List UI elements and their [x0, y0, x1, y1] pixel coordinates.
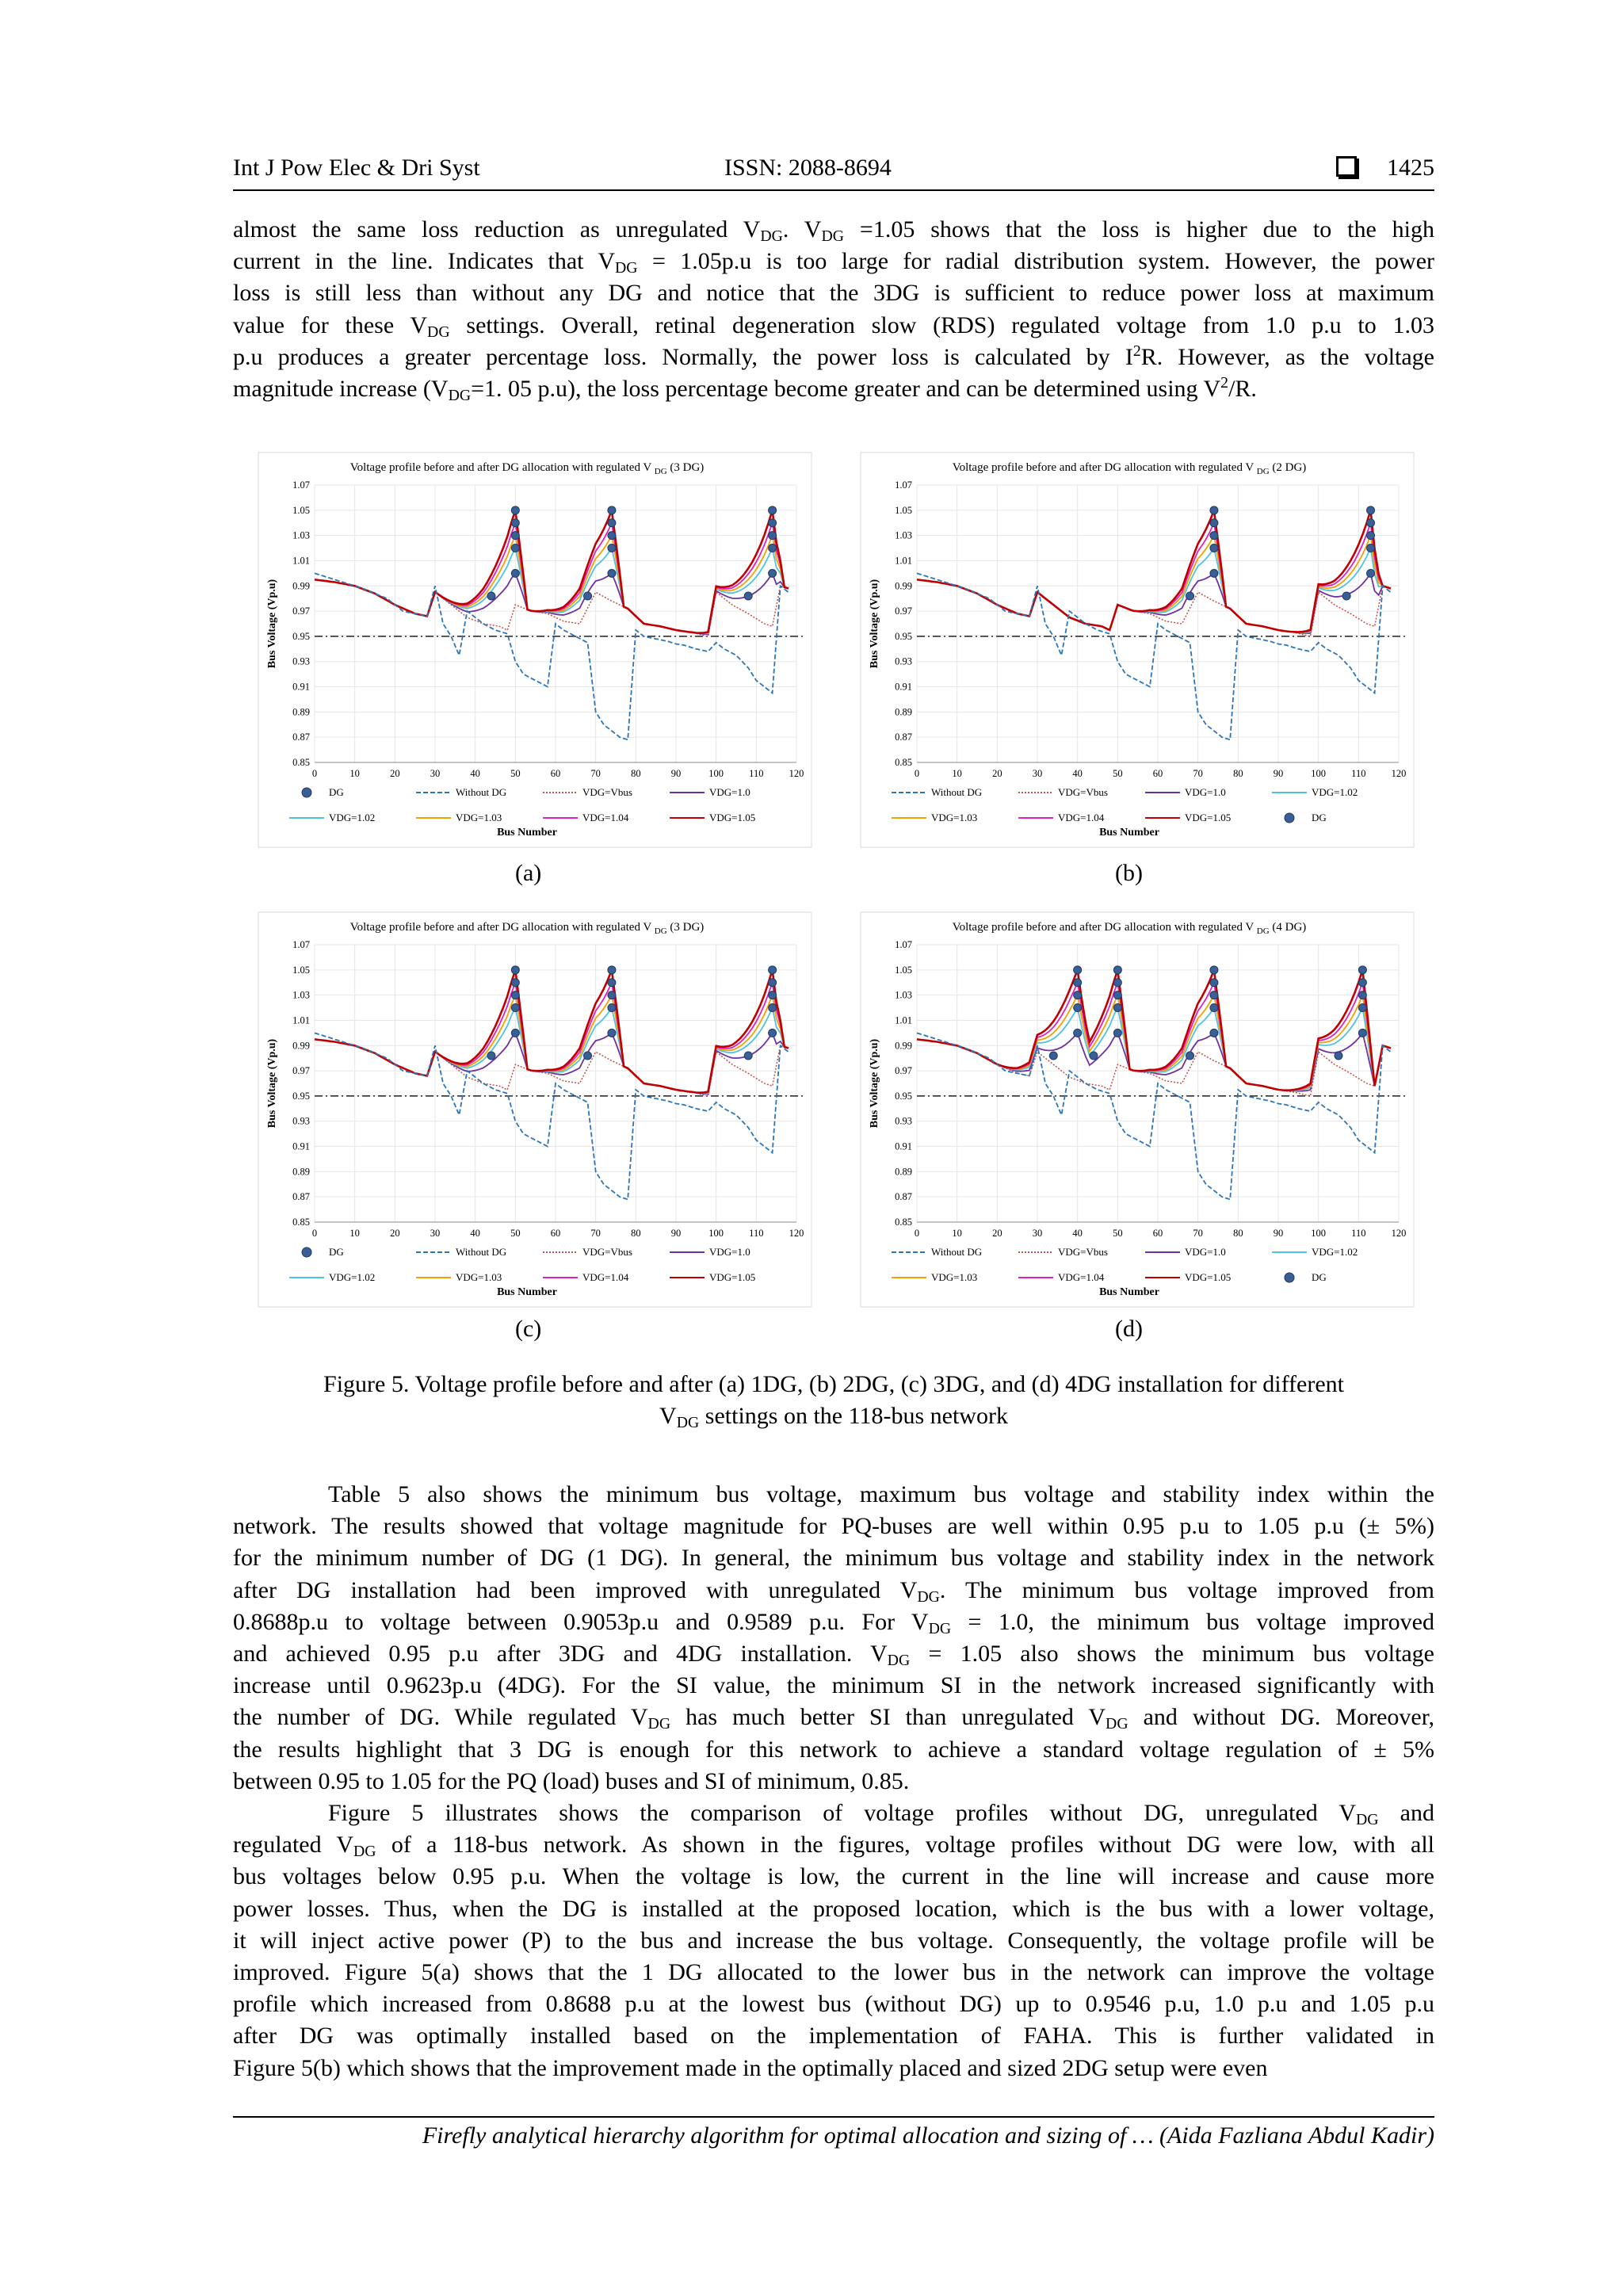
y-tick-label: 0.95: [895, 1090, 912, 1102]
legend-label: VDG=1.05: [1185, 1271, 1232, 1283]
x-tick-label: 0: [311, 768, 318, 779]
dg-marker: [1210, 1029, 1218, 1037]
y-tick-label: 1.07: [895, 939, 912, 950]
dg-marker: [1074, 1029, 1082, 1037]
x-tick-label: 60: [550, 1228, 561, 1239]
dg-marker: [608, 966, 616, 974]
dg-marker: [1113, 1029, 1121, 1037]
x-tick-label: 100: [708, 768, 724, 779]
y-tick-label: 1.05: [292, 504, 310, 516]
x-tick-label: 110: [1351, 768, 1366, 779]
page-number: 1425: [1387, 155, 1434, 181]
dg-marker: [608, 979, 616, 987]
paragraph-line: it will inject active power (P) to the bus and increase the bus voltage. Consequently, the voltage profile will be: [233, 1927, 1434, 1954]
dg-marker: [1210, 966, 1218, 974]
y-tick-label: 0.91: [292, 681, 310, 693]
y-tick-label: 0.89: [292, 706, 310, 718]
y-tick-label: 0.93: [895, 655, 912, 667]
x-tick-label: 80: [631, 768, 641, 779]
dg-marker: [511, 532, 519, 540]
chart-title: Voltage profile before and after DG allocation with regulated V $_{DG}$ (4 DG): [952, 921, 1307, 936]
y-axis-label: Bus Voltage (Vp.u): [266, 579, 278, 669]
dg-marker: [1367, 519, 1375, 527]
y-tick-label: 0.91: [292, 1140, 310, 1152]
paragraph-line: almost the same loss reduction as unregulated $V_{DG}$. $V_{DG} =1.05$ shows that the loss is higher due to the high: [233, 216, 1435, 245]
paragraph-1: [233, 214, 1434, 405]
x-tick-label: 90: [1273, 1228, 1284, 1239]
legend-label: VDG=1.02: [329, 812, 376, 823]
x-tick-label: 80: [1233, 1228, 1243, 1239]
legend-label: VDG=1.04: [582, 1271, 629, 1283]
dg-marker: [1358, 979, 1366, 987]
x-axis-label: Bus Number: [497, 827, 557, 839]
x-tick-label: 90: [670, 768, 682, 779]
x-tick-label: 20: [390, 768, 400, 779]
x-tick-label: 30: [430, 1228, 441, 1239]
x-tick-label: 40: [1072, 1228, 1083, 1239]
dg-marker: [769, 1029, 777, 1037]
y-tick-label: 0.99: [895, 580, 912, 592]
dg-marker: [744, 592, 752, 600]
paragraph-line: improved. Figure 5(a) shows that the 1 DG allocated to the lower bus in the network can improve the voltage: [233, 1959, 1434, 1986]
chart-a: [258, 452, 812, 848]
paragraph-line: value for these $V_{DG}$ settings. Overall, retinal degeneration slow (RDS) regulated voltage from 1.0 p.u to 1.03: [233, 311, 1434, 341]
legend-label: DG: [329, 1246, 344, 1258]
x-tick-label: 0: [914, 1228, 920, 1239]
dg-marker: [744, 1052, 752, 1060]
dg-marker: [1074, 1004, 1082, 1012]
legend-label: Without DG: [931, 786, 983, 798]
y-tick-label: 1.07: [292, 479, 310, 491]
x-tick-label: 120: [789, 1228, 804, 1239]
x-tick-label: 80: [631, 1228, 641, 1239]
y-tick-label: 1.05: [895, 504, 912, 516]
x-tick-label: 40: [1072, 768, 1083, 779]
y-tick-label: 0.99: [292, 1040, 310, 1052]
y-tick-label: 1.03: [895, 529, 912, 541]
dg-marker: [1210, 506, 1218, 514]
x-tick-label: 120: [1391, 768, 1407, 779]
dg-marker: [1074, 966, 1082, 974]
y-axis-label: Bus Voltage (Vp.u): [869, 579, 880, 669]
y-axis-label: Bus Voltage (Vp.u): [869, 1038, 880, 1129]
chart-b: [860, 452, 1415, 848]
y-tick-label: 1.01: [895, 1014, 912, 1026]
page-footer: [233, 2116, 1434, 2149]
figure-5d: [860, 911, 1415, 1308]
dg-marker: [1113, 979, 1121, 987]
x-tick-label: 20: [992, 768, 1002, 779]
legend-label: VDG=Vbus: [582, 786, 632, 798]
y-tick-label: 0.87: [895, 732, 912, 743]
y-tick-label: 1.07: [895, 479, 912, 491]
x-axis-label: Bus Number: [1099, 1286, 1159, 1298]
y-tick-label: 1.07: [292, 939, 310, 950]
dg-marker: [608, 1029, 616, 1037]
y-axis-label: Bus Voltage (Vp.u): [266, 1038, 278, 1129]
legend-label: VDG=1.03: [931, 812, 978, 823]
y-tick-label: 0.97: [292, 606, 310, 617]
dg-marker: [769, 532, 777, 540]
legend-label: VDG=1.04: [1058, 812, 1105, 823]
y-tick-label: 0.97: [895, 1065, 912, 1077]
paragraph-line: bus voltages below 0.95 p.u. When the voltage is low, the current in the line will increase and cause more: [233, 1863, 1434, 1890]
dg-marker: [1342, 592, 1350, 600]
x-tick-label: 80: [1233, 768, 1243, 779]
y-tick-label: 1.01: [292, 555, 310, 567]
dg-marker: [769, 519, 777, 527]
paragraph-line: Table 5 also shows the minimum bus voltage, maximum bus voltage and stability index within the: [328, 1481, 1434, 1507]
footer-text: Firefly analytical hierarchy algorithm for optimal allocation and sizing of … (Aida Fazliana Abdul Kadir): [422, 2122, 1434, 2149]
y-tick-label: 0.95: [292, 1090, 310, 1102]
figure-label-c: (c): [515, 1316, 542, 1342]
dg-legend-marker: [1285, 813, 1294, 823]
legend-label: VDG=1.02: [329, 1271, 376, 1283]
figure-caption: [233, 1369, 1434, 1432]
issn: ISSN: 2088-8694: [724, 155, 892, 181]
caption-line: Figure 5. Voltage profile before and after (a) 1DG, (b) 2DG, (c) 3DG, and (d) 4DG installation for different: [323, 1371, 1344, 1397]
figure-5b: [860, 452, 1415, 848]
dg-marker: [487, 592, 495, 600]
dg-marker: [608, 569, 616, 577]
legend-label: DG: [1312, 1271, 1327, 1283]
dg-legend-marker: [302, 1247, 311, 1257]
dg-marker: [1210, 532, 1218, 540]
figure-5c: [258, 911, 812, 1308]
x-tick-label: 50: [1113, 1228, 1123, 1239]
x-tick-label: 40: [470, 768, 480, 779]
y-tick-label: 0.91: [895, 681, 912, 693]
x-tick-label: 0: [311, 1228, 318, 1239]
x-tick-label: 10: [349, 1228, 360, 1239]
x-tick-label: 40: [470, 1228, 480, 1239]
dg-marker: [1049, 1052, 1057, 1060]
dg-marker: [1367, 544, 1375, 552]
x-tick-label: 0: [914, 768, 920, 779]
y-tick-label: 0.99: [292, 580, 310, 592]
y-tick-label: 0.93: [895, 1115, 912, 1127]
dg-marker: [769, 1004, 777, 1012]
legend-label: VDG=Vbus: [1058, 1246, 1108, 1258]
x-tick-label: 60: [1152, 768, 1163, 779]
paragraph-line: for the minimum number of DG (1 DG). In general, the minimum bus voltage and stability index in the network: [233, 1545, 1434, 1572]
legend-label: Without DG: [456, 786, 507, 798]
dg-marker: [1074, 991, 1082, 999]
y-tick-label: 1.05: [895, 964, 912, 976]
paragraph-line: and achieved 0.95 p.u after 3DG and 4DG installation. $V_{DG} = 1.05$ also shows the minimum bus voltage: [233, 1641, 1434, 1669]
dg-marker: [584, 1052, 592, 1060]
y-tick-label: 0.87: [292, 1191, 310, 1203]
dg-marker: [511, 506, 519, 514]
paragraph-line: current in the line. Indicates that $V_{DG} = 1.05p.u$ is too large for radial distribution system. However, the power: [233, 248, 1434, 277]
paragraph-line: network. The results showed that voltage magnitude for PQ-buses are well within 0.95 p.u to 1.05 p.u (± 5%): [233, 1513, 1434, 1540]
x-tick-label: 70: [1193, 1228, 1203, 1239]
y-tick-label: 0.95: [292, 630, 310, 642]
legend-label: VDG=1.05: [709, 1271, 756, 1283]
dg-marker: [1335, 1052, 1342, 1060]
legend-label: VDG=Vbus: [1058, 786, 1108, 798]
y-tick-label: 0.93: [292, 1115, 310, 1127]
paragraph-2: [233, 1479, 1434, 1797]
dg-marker: [511, 979, 519, 987]
legend-label: Without DG: [456, 1246, 507, 1258]
x-tick-label: 100: [1311, 1228, 1327, 1239]
legend-label: VDG=1.0: [709, 1246, 750, 1258]
dg-marker: [608, 506, 616, 514]
y-tick-label: 0.89: [292, 1166, 310, 1178]
x-tick-label: 30: [430, 768, 441, 779]
page-header: [233, 155, 1434, 191]
paragraph-line: after DG was optimally installed based on the implementation of FAHA. This is further validated in: [233, 2023, 1434, 2050]
dg-marker: [511, 569, 519, 577]
y-tick-label: 0.91: [895, 1140, 912, 1152]
paragraph-line: power losses. Thus, when the DG is installed at the proposed location, which is the bus with a lower voltage,: [233, 1895, 1434, 1922]
legend-label: VDG=1.02: [1312, 786, 1358, 798]
legend-label: VDG=1.0: [709, 786, 750, 798]
dg-marker: [769, 569, 777, 577]
y-tick-label: 0.97: [292, 1065, 310, 1077]
y-tick-label: 1.01: [292, 1014, 310, 1026]
paragraph-3: [233, 1797, 1434, 2084]
legend-label: VDG=Vbus: [582, 1246, 632, 1258]
dg-marker: [511, 1029, 519, 1037]
footer-rule: [233, 2116, 1434, 2118]
x-tick-label: 20: [992, 1228, 1002, 1239]
chart-title: Voltage profile before and after DG allocation with regulated V $_{DG}$ (3 DG): [349, 461, 705, 476]
x-tick-label: 110: [1351, 1228, 1366, 1239]
dg-marker: [1358, 991, 1366, 999]
x-tick-label: 50: [510, 1228, 521, 1239]
dg-marker: [1358, 1029, 1366, 1037]
dg-marker: [1210, 519, 1218, 527]
checkbox-square-icon: [1336, 156, 1357, 177]
x-tick-label: 10: [952, 768, 962, 779]
dg-marker: [608, 1004, 616, 1012]
y-tick-label: 0.93: [292, 655, 310, 667]
x-tick-label: 60: [550, 768, 561, 779]
x-tick-label: 70: [590, 1228, 601, 1239]
y-tick-label: 0.89: [895, 1166, 912, 1178]
x-tick-label: 90: [1273, 768, 1284, 779]
header-rule: [233, 189, 1434, 191]
y-tick-label: 0.85: [895, 757, 912, 768]
legend-label: DG: [329, 786, 344, 798]
y-tick-label: 1.03: [292, 529, 310, 541]
dg-marker: [769, 966, 777, 974]
dg-marker: [1210, 569, 1218, 577]
dg-marker: [1210, 979, 1218, 987]
dg-marker: [1367, 506, 1375, 514]
chart-title: Voltage profile before and after DG allocation with regulated V $_{DG}$ (2 DG): [952, 461, 1307, 476]
dg-marker: [1210, 544, 1218, 552]
dg-marker: [511, 1004, 519, 1012]
dg-marker: [487, 1052, 495, 1060]
paragraph-line: between 0.95 to 1.05 for the PQ (load) buses and SI of minimum, 0.85.: [233, 1767, 910, 1794]
y-tick-label: 0.85: [292, 1217, 310, 1228]
x-tick-label: 90: [670, 1228, 682, 1239]
x-axis-label: Bus Number: [497, 1286, 557, 1298]
journal-name: Int J Pow Elec & Dri Syst: [233, 155, 480, 181]
dg-marker: [1358, 1004, 1366, 1012]
y-tick-label: 0.97: [895, 606, 912, 617]
dg-marker: [1090, 1052, 1098, 1060]
x-tick-label: 50: [1113, 768, 1123, 779]
dg-marker: [769, 544, 777, 552]
y-tick-label: 1.05: [292, 964, 310, 976]
figure-label-b: (b): [1115, 860, 1143, 886]
y-tick-label: 0.85: [895, 1217, 912, 1228]
dg-marker: [769, 979, 777, 987]
legend-label: VDG=1.03: [456, 812, 502, 823]
dg-marker: [1074, 979, 1082, 987]
paragraph-line: magnitude increase ($V_{DG}=1$. 05 p.u), the loss percentage become greater and can be determined using $V^2/R$.: [233, 374, 1257, 404]
caption-line: $V_{DG}$ settings on the 118-bus network: [659, 1403, 1008, 1431]
dg-legend-marker: [1285, 1273, 1294, 1282]
dg-marker: [511, 519, 519, 527]
figure-label-d: (d): [1115, 1316, 1143, 1342]
paragraph-line: increase until 0.9623p.u (4DG). For the SI value, the minimum SI in the network increased significantly with: [233, 1672, 1434, 1699]
legend-label: VDG=1.03: [456, 1271, 502, 1283]
legend-label: Without DG: [931, 1246, 983, 1258]
x-tick-label: 100: [1311, 768, 1327, 779]
paragraph-line: the number of DG. While regulated $V_{DG}$ has much better SI than unregulated $V_{DG}$ and without DG. Moreover,: [233, 1704, 1434, 1733]
legend-label: VDG=1.03: [931, 1271, 978, 1283]
paragraph-line: profile which increased from 0.8688 p.u at the lowest bus (without DG) up to 0.9546 p.u, 1.0 p.u and 1.05 p.u: [233, 1991, 1434, 2018]
x-axis-label: Bus Number: [1099, 827, 1159, 839]
dg-legend-marker: [302, 788, 311, 797]
y-tick-label: 0.85: [292, 757, 310, 768]
y-tick-label: 1.01: [895, 555, 912, 567]
dg-marker: [608, 532, 616, 540]
dg-marker: [1358, 966, 1366, 974]
paragraph-line: p.u produces a greater percentage loss. Normally, the power loss is calculated by $I^2R$. However, as the voltage: [233, 342, 1434, 370]
x-tick-label: 70: [590, 768, 601, 779]
y-tick-label: 1.03: [292, 989, 310, 1001]
y-tick-label: 0.89: [895, 706, 912, 718]
dg-marker: [769, 991, 777, 999]
legend-label: VDG=1.0: [1185, 786, 1226, 798]
x-tick-label: 20: [390, 1228, 400, 1239]
dg-marker: [584, 592, 592, 600]
x-tick-label: 50: [510, 768, 521, 779]
y-tick-label: 0.87: [895, 1191, 912, 1203]
x-tick-label: 10: [952, 1228, 962, 1239]
x-tick-label: 30: [1032, 1228, 1043, 1239]
paragraph-line: 0.8688p.u to voltage between 0.9053p.u and 0.9589 p.u. For $V_{DG} = 1.0$, the minimum bus voltage improved: [233, 1608, 1434, 1637]
y-tick-label: 1.03: [895, 989, 912, 1001]
x-tick-label: 60: [1152, 1228, 1163, 1239]
paragraph-line: the results highlight that 3 DG is enough for this network to achieve a standard voltage regulation of ± 5%: [233, 1736, 1434, 1763]
paragraph-line: Figure 5(b) which shows that the improvement made in the optimally placed and sized 2DG setup were even: [233, 2054, 1268, 2081]
chart-c: [258, 911, 812, 1308]
dg-marker: [608, 544, 616, 552]
paragraph-line: after DG installation had been improved with unregulated $V_{DG}$. The minimum bus voltage improved from: [233, 1576, 1435, 1606]
dg-marker: [769, 506, 777, 514]
x-tick-label: 10: [349, 768, 360, 779]
legend-label: VDG=1.02: [1312, 1246, 1358, 1258]
legend-label: DG: [1312, 812, 1327, 823]
dg-marker: [1113, 1004, 1121, 1012]
dg-marker: [608, 519, 616, 527]
legend-label: VDG=1.05: [709, 812, 756, 823]
paragraph-line: Figure 5 illustrates shows the comparison of voltage profiles without DG, unregulated $V_{DG}$ and: [328, 1800, 1434, 1828]
dg-marker: [1210, 1004, 1218, 1012]
dg-marker: [1113, 966, 1121, 974]
paragraph-line: regulated $V_{DG}$ of a 118-bus network. As shown in the figures, voltage profiles without DG were low, with all: [233, 1832, 1434, 1861]
dg-marker: [1210, 991, 1218, 999]
dg-marker: [1186, 592, 1194, 600]
dg-marker: [511, 966, 519, 974]
dg-marker: [511, 991, 519, 999]
chart-d: [860, 911, 1415, 1308]
y-tick-label: 0.87: [292, 732, 310, 743]
legend-label: VDG=1.05: [1185, 812, 1232, 823]
legend-label: VDG=1.04: [582, 812, 629, 823]
dg-marker: [511, 544, 519, 552]
dg-marker: [1113, 991, 1121, 999]
paragraph-line: loss is still less than without any DG and notice that the 3DG is sufficient to reduce power loss at maximum: [233, 280, 1434, 307]
dg-marker: [1367, 569, 1375, 577]
legend-label: VDG=1.04: [1058, 1271, 1105, 1283]
page-number-wrap: [1336, 155, 1434, 181]
x-tick-label: 70: [1193, 768, 1203, 779]
dg-marker: [1186, 1052, 1194, 1060]
y-tick-label: 0.99: [895, 1040, 912, 1052]
x-tick-label: 30: [1032, 768, 1043, 779]
x-tick-label: 100: [708, 1228, 724, 1239]
dg-marker: [608, 991, 616, 999]
x-tick-label: 110: [749, 1228, 764, 1239]
dg-marker: [1367, 532, 1375, 540]
figure-label-a: (a): [515, 860, 542, 886]
x-tick-label: 110: [749, 768, 764, 779]
x-tick-label: 120: [789, 768, 804, 779]
chart-title: Voltage profile before and after DG allocation with regulated V $_{DG}$ (3 DG): [349, 921, 705, 936]
figure-5a: [258, 452, 812, 848]
x-tick-label: 120: [1391, 1228, 1407, 1239]
y-tick-label: 0.95: [895, 630, 912, 642]
legend-label: VDG=1.0: [1185, 1246, 1226, 1258]
